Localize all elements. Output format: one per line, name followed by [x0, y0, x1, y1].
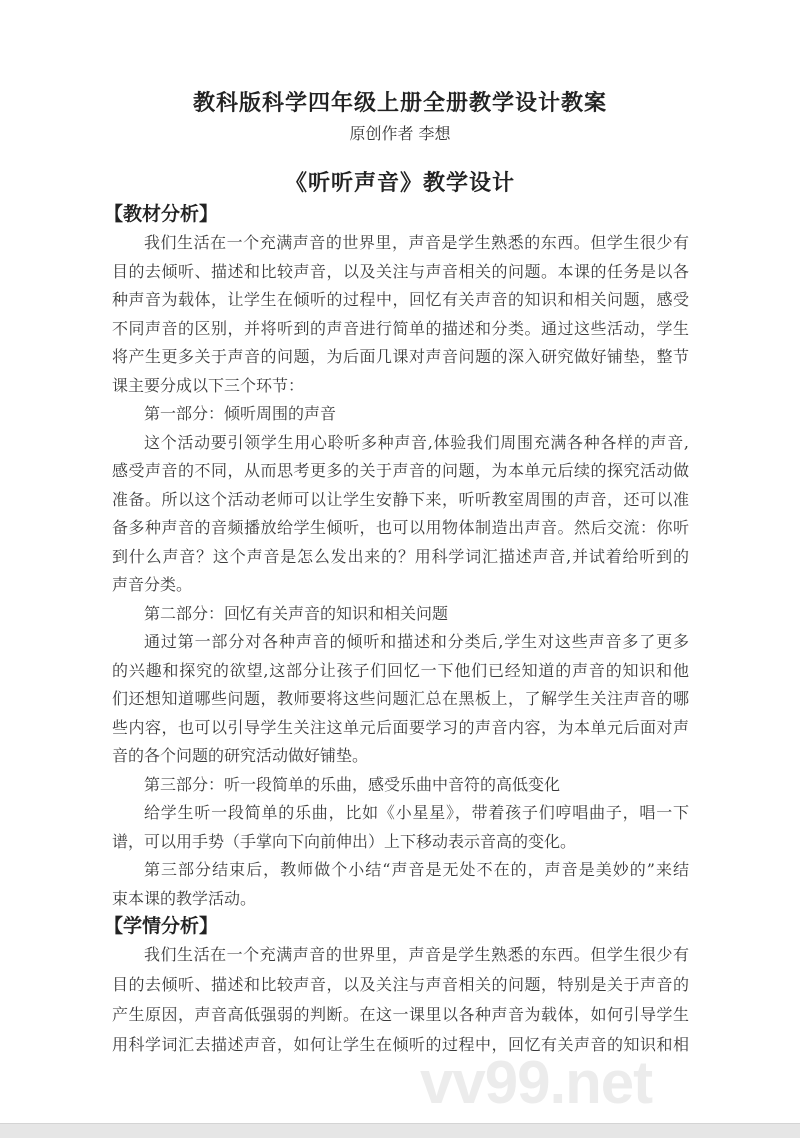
paragraph-line: 目的去倾听、描述和比较声音，以及关注与声音相关的问题，特别是关于声音的: [112, 975, 689, 994]
paragraph-line: 束本课的教学活动。: [112, 888, 257, 908]
paragraph-line: 谱，可以用手势（手掌向下向前伸出）上下移动表示音高的变化。: [112, 831, 577, 851]
paragraph-line: 目的去倾听、描述和比较声音，以及关注与声音相关的问题。本课的任务是以各: [112, 261, 689, 281]
lesson-title: 《听听声音》教学设计: [284, 170, 515, 196]
paragraph-line: 些内容，也可以引导学生关注这单元后面要学习的声音内容，为本单元后面对声: [112, 717, 689, 737]
paragraph-line: 音的各个问题的研究活动做好铺垫。: [112, 746, 369, 765]
paragraph-line: 产生原因，声音高低强弱的判断。在这一课里以各种声音为载体，如何引导学生: [112, 1005, 689, 1024]
paragraph-line: 第三部分结束后，教师做个小结“声音是无处不在的，声音是美妙的”来结: [144, 860, 689, 879]
paragraph-line: 第一部分：倾听周围的声音: [144, 404, 337, 423]
paragraph-line: 到什么声音？这个声音是怎么发出来的？用科学词汇描述声音,并试着给听到的: [112, 546, 689, 566]
paragraph-line: 种声音为载体，让学生在倾听的过程中，回忆有关声音的知识和相关问题，感受: [112, 290, 689, 309]
section-heading-material-analysis: 【教材分析】: [104, 203, 219, 225]
paragraph-line: 通过第一部分对各种声音的倾听和描述和分类后,学生对这些声音多了更多: [144, 632, 689, 651]
paragraph-line: 我们生活在一个充满声音的世界里，声音是学生熟悉的东西。但学生很少有: [144, 945, 689, 964]
paragraph-line: 不同声音的区别，并将听到的声音进行简单的描述和分类。通过这些活动，学生: [112, 318, 689, 338]
paragraph-line: 感受声音的不同，从而思考更多的关于声音的问题，为本单元后续的探究活动做: [112, 461, 689, 480]
paragraph-line: 准备。所以这个活动老师可以让学生安静下来，听听教室周围的声音，还可以准: [112, 489, 689, 509]
document-author: 原创作者 李想: [349, 124, 451, 143]
paragraph-line: 我们生活在一个充满声音的世界里，声音是学生熟悉的东西。但学生很少有: [144, 233, 689, 252]
paragraph-line: 这个活动要引领学生用心聆听多种声音,体验我们周围充满各种各样的声音,: [144, 432, 689, 452]
paragraph-line: 备多种声音的音频播放给学生倾听，也可以用物体制造出声音。然后交流：你听: [112, 518, 689, 537]
page-bottom-edge: [0, 1123, 800, 1138]
paragraph-line: 给学生听一段简单的乐曲，比如《小星星》，带着孩子们哼唱曲子，唱一下: [144, 803, 689, 822]
paragraph-line: 们还想知道哪些问题，教师要将这些问题汇总在黑板上，了解学生关注声音的哪: [112, 689, 689, 708]
watermark: vv99.net: [420, 1049, 653, 1116]
paragraph-line: 声音分类。: [112, 575, 193, 594]
section-heading-student-analysis: 【学情分析】: [104, 915, 219, 937]
document-title: 教科版科学四年级上册全册教学设计教案: [192, 91, 607, 116]
paragraph-line: 用科学词汇去描述声音，如何让学生在倾听的过程中，回忆有关声音的知识和相: [112, 1035, 689, 1054]
paragraph-line: 将产生更多关于声音的问题，为后面几课对声音问题的深入研究做好铺垫，整节: [112, 347, 689, 366]
paragraph-line: 课主要分成以下三个环节：: [112, 375, 305, 395]
paragraph-line: 第二部分：回忆有关声音的知识和相关问题: [144, 603, 449, 623]
paragraph-line: 的兴趣和探究的欲望,这部分让孩子们回忆一下他们已经知道的声音的知识和他: [112, 660, 689, 680]
paragraph-line: 第三部分：听一段简单的乐曲，感受乐曲中音符的高低变化: [144, 774, 561, 794]
